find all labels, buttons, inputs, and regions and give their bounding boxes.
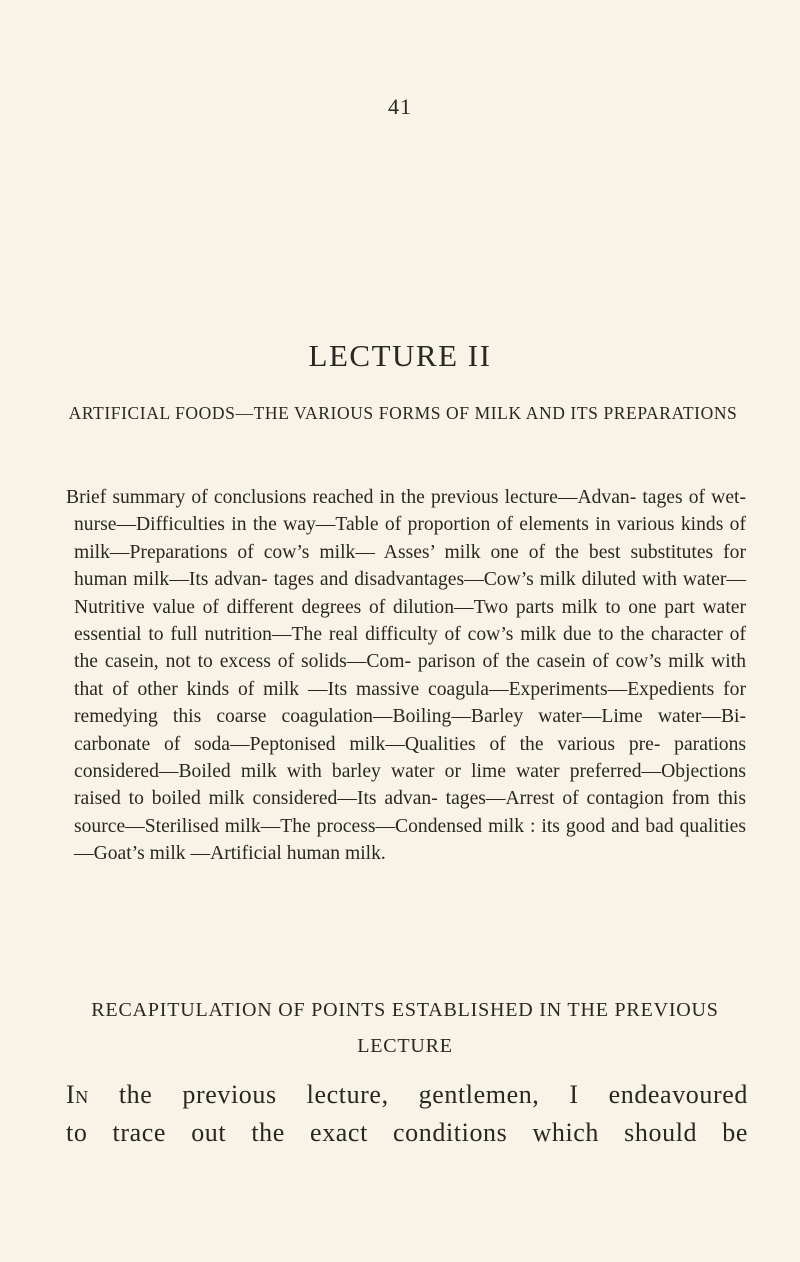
lecture-title: LECTURE II: [308, 338, 492, 373]
body-paragraph: [66, 1076, 748, 1152]
opening-word: In: [66, 1080, 89, 1109]
lecture-subtitle: ARTIFICIAL FOODS—THE VARIOUS FORMS OF MILK AND ITS PREPARATIONS: [68, 403, 738, 423]
page-number: 41: [388, 94, 412, 119]
body-line-1-text: the previous lecture, gentlemen, I endeavoured: [118, 1080, 748, 1109]
recapitulation-heading: RECAPITULATION OF POINTS ESTABLISHED IN THE PREVIOUS LECTURE: [91, 999, 719, 1057]
body-line-2: to trace out the exact conditions which should be: [66, 1118, 748, 1147]
body-line-1: [66, 1076, 748, 1114]
lecture-summary-paragraph: Brief summary of conclusions reached in the previous lecture—Advan- tages of wet-nurse—Difficulties in the way—Table of proportion of elements in various kinds of milk—Preparations of cow’s milk— Asses’ milk one of the best substitutes for human milk—Its advan- tages and disadvantages—Cow’s milk diluted with water—Nutritive value of different degrees of dilution—Two parts milk to one part water essential to full nutrition—The real difficulty of cow’s milk due to the character of the casein, not to excess of solids—Com- parison of the casein of cow’s milk with that of other kinds of milk —Its massive coagula—Experiments—Expedients for remedying this coarse coagulation—Boiling—Barley water—Lime water—Bi- carbonate of soda—Peptonised milk—Qualities of the various pre- parations considered—Boiled milk with barley water or lime water preferred—Objections raised to boiled milk considered—Its advan- tages—Arrest of contagion from this source—Sterilised milk—The process—Condensed milk : its good and bad qualities—Goat’s milk —Artificial human milk.: [66, 487, 746, 865]
